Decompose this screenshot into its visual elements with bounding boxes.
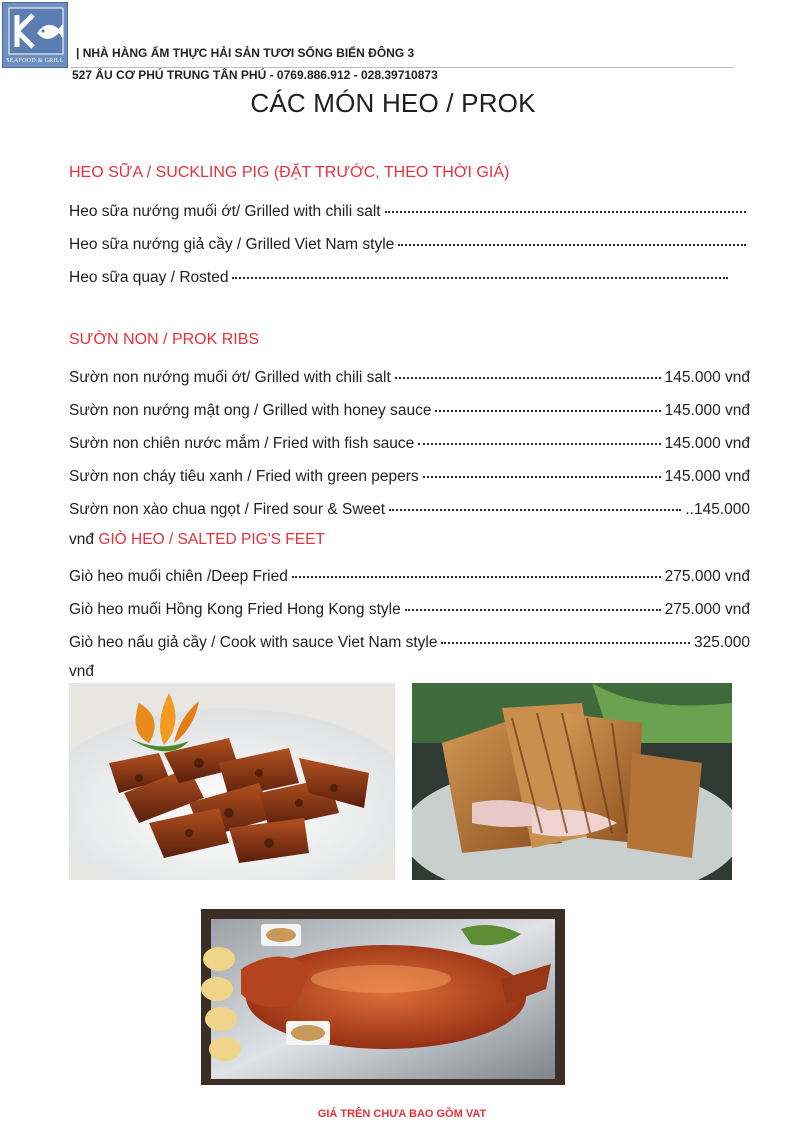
dot-leader <box>405 598 661 611</box>
menu-item-name: Giò heo muối Hồng Kong Fried Hong Kong style <box>69 601 401 618</box>
page-title: CÁC MÓN HEO / PROK <box>250 88 536 118</box>
menu-item-name: Sườn non nướng muối ớt/ Grilled with chili salt <box>69 369 391 386</box>
price-overflow-text: vnđ <box>69 663 94 680</box>
menu-item <box>69 498 750 519</box>
menu-item-price: 275.000 vnđ <box>664 568 750 585</box>
menu-item-name: Giò heo nấu giả cầy / Cook with sauce Viet Nam style <box>69 634 438 651</box>
menu-item-name: Giò heo muối chiên /Deep Fried <box>69 568 288 585</box>
dot-leader <box>389 498 681 511</box>
menu-item <box>69 432 750 453</box>
menu-item <box>69 631 750 652</box>
wrapped-line <box>69 531 325 549</box>
menu-item-name: Sườn non cháy tiêu xanh / Fried with green pepers <box>69 468 419 485</box>
dot-leader <box>423 465 661 478</box>
section-heading-pork-ribs: SƯỜN NON / PROK RIBS <box>69 331 260 348</box>
menu-item-name: Heo sữa nướng giả cầy / Grilled Viet Nam style <box>69 236 395 253</box>
menu-item-price: 145.000 vnđ <box>664 369 750 386</box>
dot-leader <box>232 266 728 279</box>
restaurant-logo <box>2 2 68 68</box>
logo-text: SEAFOOD & GRILL <box>6 58 64 64</box>
dot-leader <box>441 631 690 644</box>
menu-item-name: Sườn non nướng mật ong / Grilled with honey sauce <box>69 402 432 419</box>
menu-item <box>69 366 750 387</box>
restaurant-address: 527 ÂU CƠ PHÚ TRUNG TÂN PHÚ - 0769.886.912 - 028.39710873 <box>72 68 438 82</box>
menu-item-name: Sườn non chiên nước mắm / Fried with fish sauce <box>69 435 415 452</box>
photo-whole-suckling-pig <box>201 909 565 1085</box>
menu-item <box>69 200 750 221</box>
menu-item-price: ..145.000 <box>685 501 750 518</box>
dot-leader <box>435 399 660 412</box>
menu-item-name: Sườn non xào chua ngọt / Fired sour & Sweet <box>69 501 386 518</box>
photo-roast-pork <box>412 683 732 880</box>
menu-item-price: 325.000 <box>693 634 750 651</box>
menu-item <box>69 266 732 287</box>
menu-item-price: 145.000 vnđ <box>664 468 750 485</box>
restaurant-name: | NHÀ HÀNG ẨM THỰC HẢI SẢN TƯƠI SỐNG BIỂN ĐÔNG 3 <box>76 46 415 60</box>
menu-item-price: 275.000 vnđ <box>664 601 750 618</box>
menu-item <box>69 565 750 586</box>
menu-item-price: 145.000 vnđ <box>664 402 750 419</box>
photo-grilled-ribs <box>69 683 395 880</box>
menu-item-price: 145.000 vnđ <box>664 435 750 452</box>
menu-item-name: Heo sữa nướng muối ớt/ Grilled with chili salt <box>69 203 381 220</box>
dot-leader <box>395 366 661 379</box>
menu-item <box>69 465 750 486</box>
price-overflow-text: vnđ <box>69 531 94 548</box>
dot-leader <box>418 432 660 445</box>
dot-leader <box>398 233 746 246</box>
menu-item-name: Heo sữa quay / Rosted <box>69 269 229 286</box>
menu-item <box>69 598 750 619</box>
menu-item <box>69 233 750 254</box>
section-heading-suckling-pig: HEO SỮA / SUCKLING PIG (ĐẶT TRƯỚC, THEO THỜI GIÁ) <box>69 164 510 181</box>
menu-item <box>69 399 750 420</box>
dot-leader <box>292 565 661 578</box>
vat-note: GIÁ TRÊN CHƯA BAO GỒM VAT <box>317 1108 487 1120</box>
section-heading-pig-feet: GIÒ HEO / SALTED PIG'S FEET <box>98 531 325 548</box>
dot-leader <box>385 200 746 213</box>
